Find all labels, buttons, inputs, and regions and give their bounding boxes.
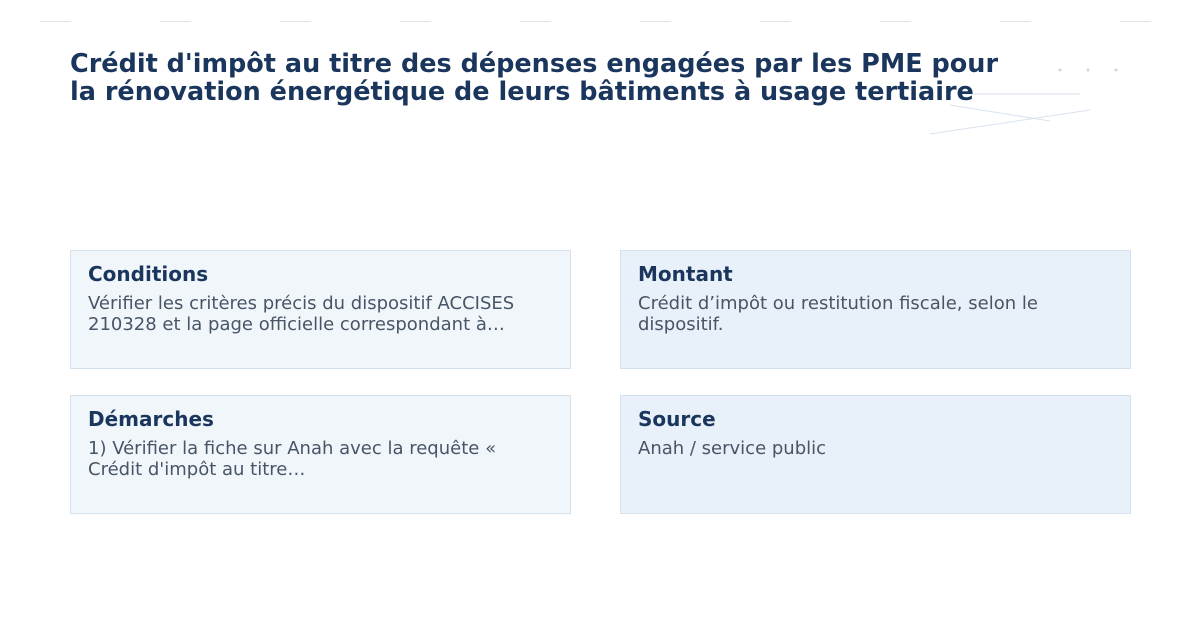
- card-title-demarches: Démarches: [88, 407, 214, 431]
- page-title-line-2: la rénovation énergétique de leurs bâtiments à usage tertiaire: [70, 77, 974, 107]
- card-title-montant: Montant: [638, 262, 733, 286]
- montant-card: [620, 250, 1131, 369]
- card-text-demarches: 1) Vérifier la fiche sur Anah avec la requête « Crédit d'impôt au titre…: [88, 438, 497, 480]
- top-dash: [40, 21, 71, 22]
- top-dash: [280, 21, 311, 22]
- top-dash: [640, 21, 671, 22]
- card-title-conditions: Conditions: [88, 262, 209, 286]
- top-dash: [1000, 21, 1031, 22]
- page-title: [70, 50, 1070, 106]
- conditions-card: [70, 250, 571, 369]
- top-dash: [520, 21, 551, 22]
- top-dash: [880, 21, 911, 22]
- card-text-montant: Crédit d’impôt ou restitution fiscale, selon le dispositif.: [638, 293, 1038, 335]
- card-title-source: Source: [638, 407, 716, 431]
- top-dash: [160, 21, 191, 22]
- page-title-line-1: Crédit d'impôt au titre des dépenses engagées par les PME pour: [70, 49, 999, 79]
- top-dash: [1120, 21, 1151, 22]
- decorative-dot: [1115, 69, 1118, 72]
- card-text-source: Anah / service public: [638, 438, 827, 459]
- top-dash: [760, 21, 791, 22]
- demarches-card: [70, 395, 571, 514]
- top-dash: [400, 21, 431, 22]
- source-card: [620, 395, 1131, 514]
- decorative-dot: [1087, 69, 1090, 72]
- decorative-line: [930, 110, 1090, 134]
- decorative-line: [950, 105, 1050, 121]
- card-text-conditions: Vérifier les critères précis du dispositif ACCISES 210328 et la page officielle correspondant à…: [88, 293, 515, 335]
